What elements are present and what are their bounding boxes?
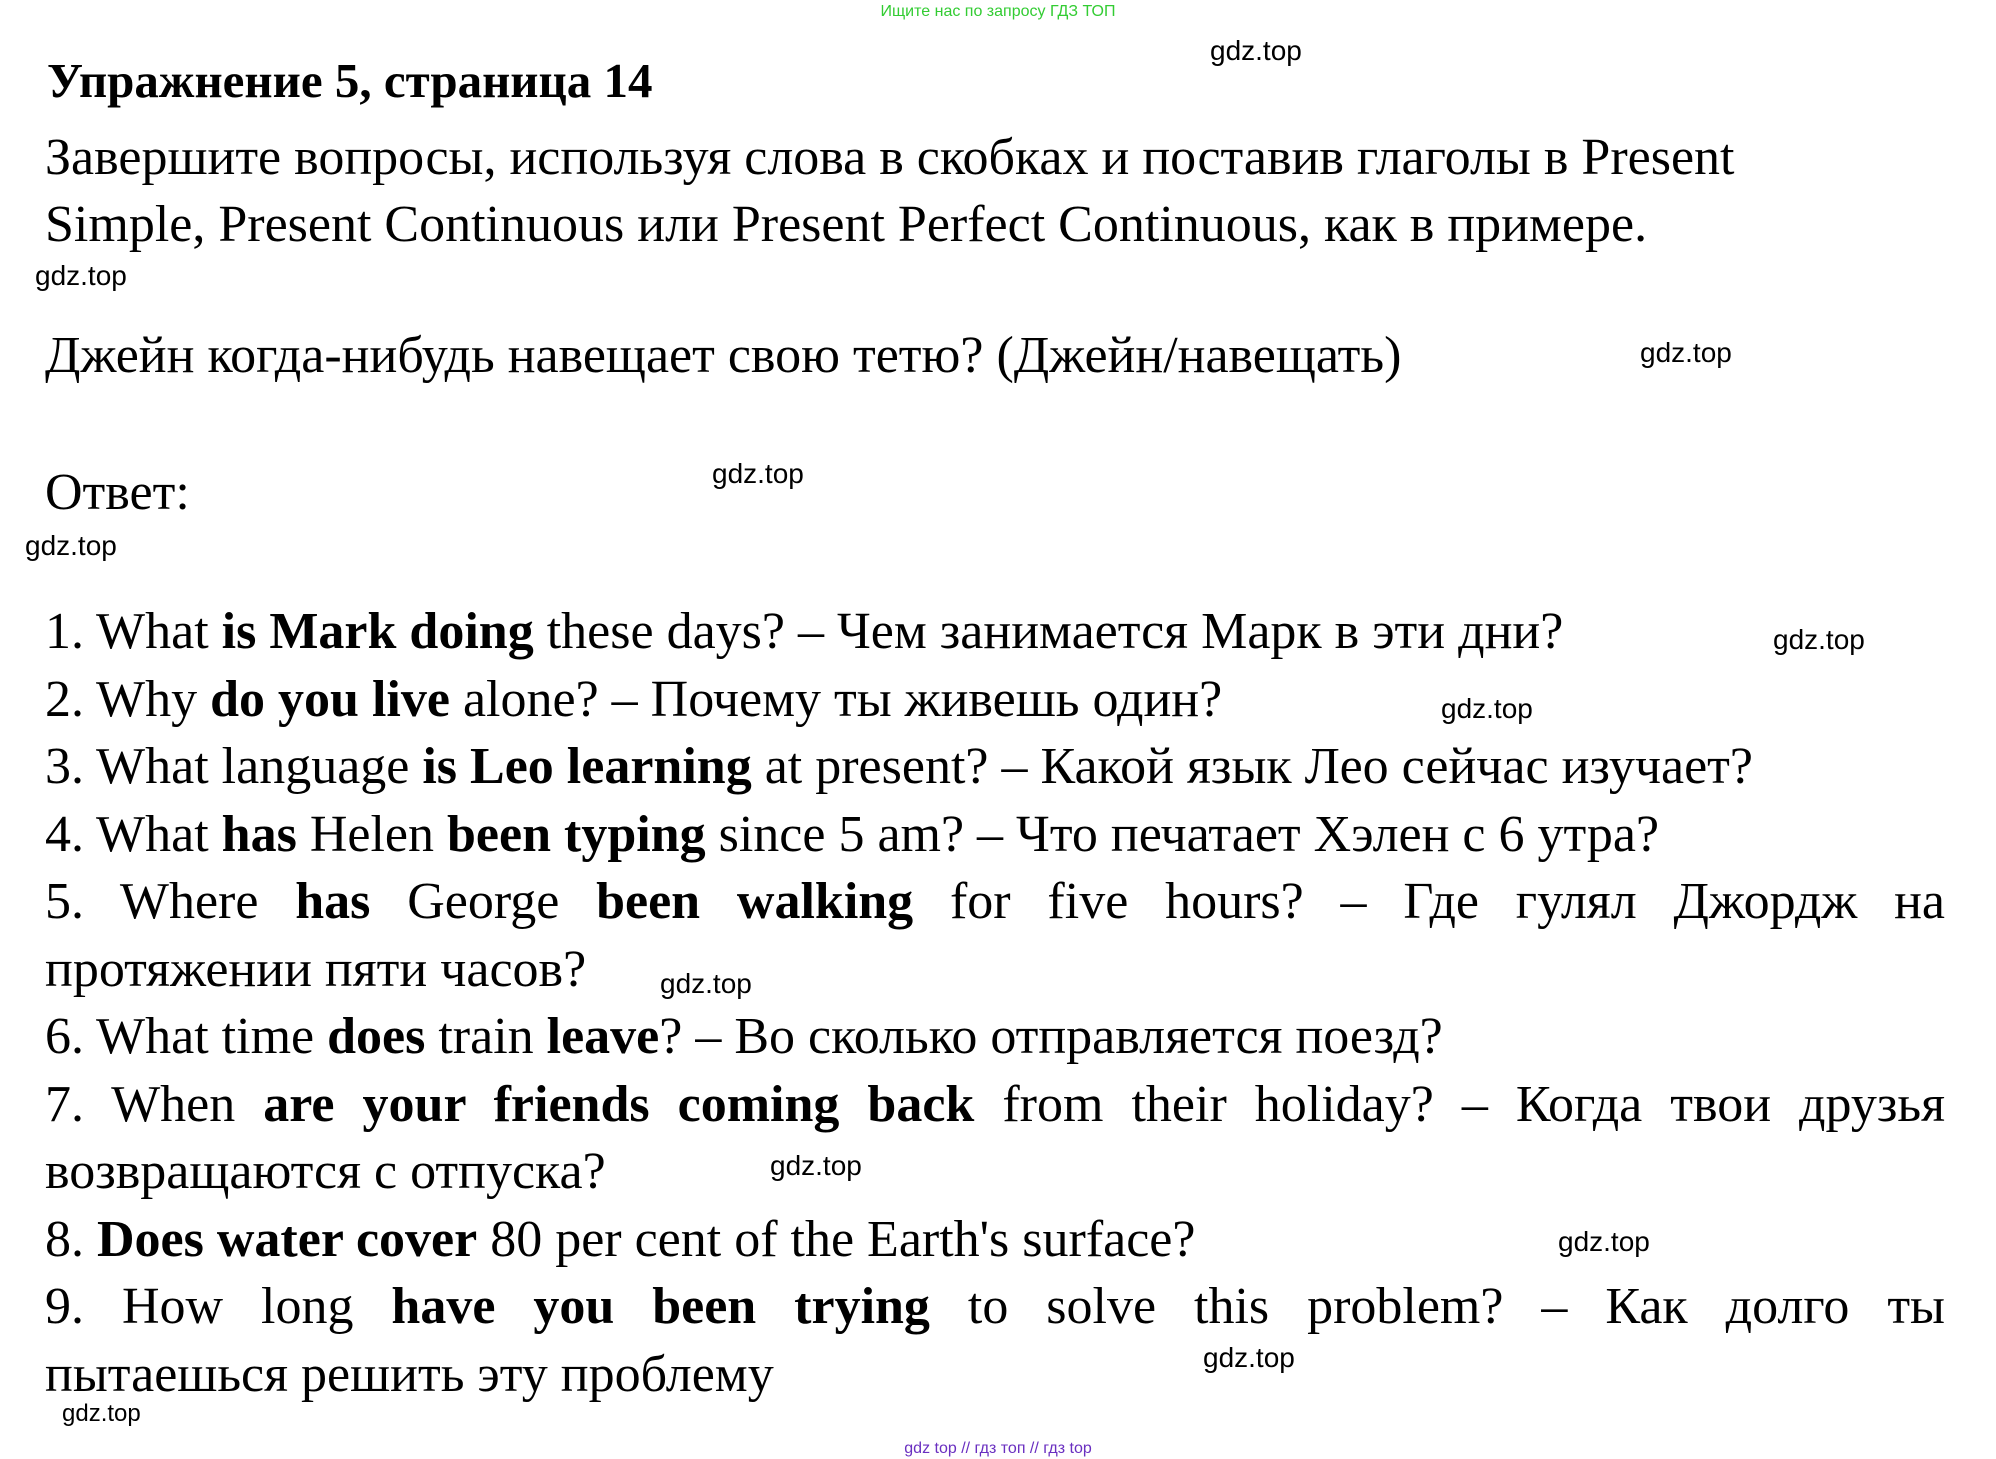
example-sentence: Джейн когда-нибудь навещает свою тетю? (Джейн/навещать): [45, 327, 1402, 384]
instruction-line-2: Simple, Present Continuous или Present Perfect Continuous, как в примере.: [45, 196, 1648, 253]
watermark: gdz.top: [1773, 624, 1865, 655]
answer-7-line-2: возвращаются с отпуска?: [45, 1143, 606, 1200]
answer-9-line-1: 9. How long have you been trying to solve this problem? – Как долго ты: [45, 1278, 1945, 1335]
watermark: gdz.top: [1558, 1226, 1650, 1257]
watermark: gdz.top: [1210, 35, 1302, 66]
answer-7-line-1: 7. When are your friends coming back from their holiday? – Когда твои друзья: [45, 1076, 1945, 1133]
watermark: gdz.top: [1203, 1342, 1295, 1373]
footer-watermark: gdz top // гдз топ // гдз top: [904, 1440, 1092, 1457]
answer-9-line-2: пытаешься решить эту проблему: [45, 1346, 774, 1403]
answer-4: 4. What has Helen been typing since 5 am? – Что печатает Хэлен с 6 утра?: [45, 806, 1660, 863]
instruction-text: [45, 124, 1985, 258]
watermark: gdz.top: [660, 968, 752, 999]
watermark: gdz.top: [770, 1150, 862, 1181]
watermark: gdz.top: [1441, 693, 1533, 724]
answer-3: 3. What language is Leo learning at present? – Какой язык Лео сейчас изучает?: [45, 738, 1753, 795]
watermark: gdz.top: [712, 458, 804, 489]
answer-8: 8. Does water cover 80 per cent of the Earth's surface?: [45, 1211, 1196, 1268]
answer-label: Ответ:: [45, 464, 190, 521]
page-title: Упражнение 5, страница 14: [47, 53, 653, 108]
watermark: gdz.top: [1640, 337, 1732, 368]
top-banner: Ищите нас по запросу ГДЗ ТОП: [880, 3, 1116, 20]
answer-6: 6. What time does train leave? – Во сколько отправляется поезд?: [45, 1008, 1443, 1065]
watermark: gdz.top: [35, 260, 127, 291]
answer-5-line-2: протяжении пяти часов?: [45, 941, 587, 998]
watermark: gdz.top: [25, 530, 117, 561]
watermark: gdz.top: [62, 1400, 141, 1427]
answer-5-line-1: 5. Where has George been walking for five hours? – Где гулял Джордж на: [45, 873, 1945, 930]
instruction-line-1: Завершите вопросы, используя слова в скобках и поставив глаголы в Present: [45, 129, 1735, 186]
answer-2: 2. Why do you live alone? – Почему ты живешь один?: [45, 671, 1223, 728]
answer-1: 1. What is Mark doing these days? – Чем занимается Марк в эти дни?: [45, 603, 1564, 660]
